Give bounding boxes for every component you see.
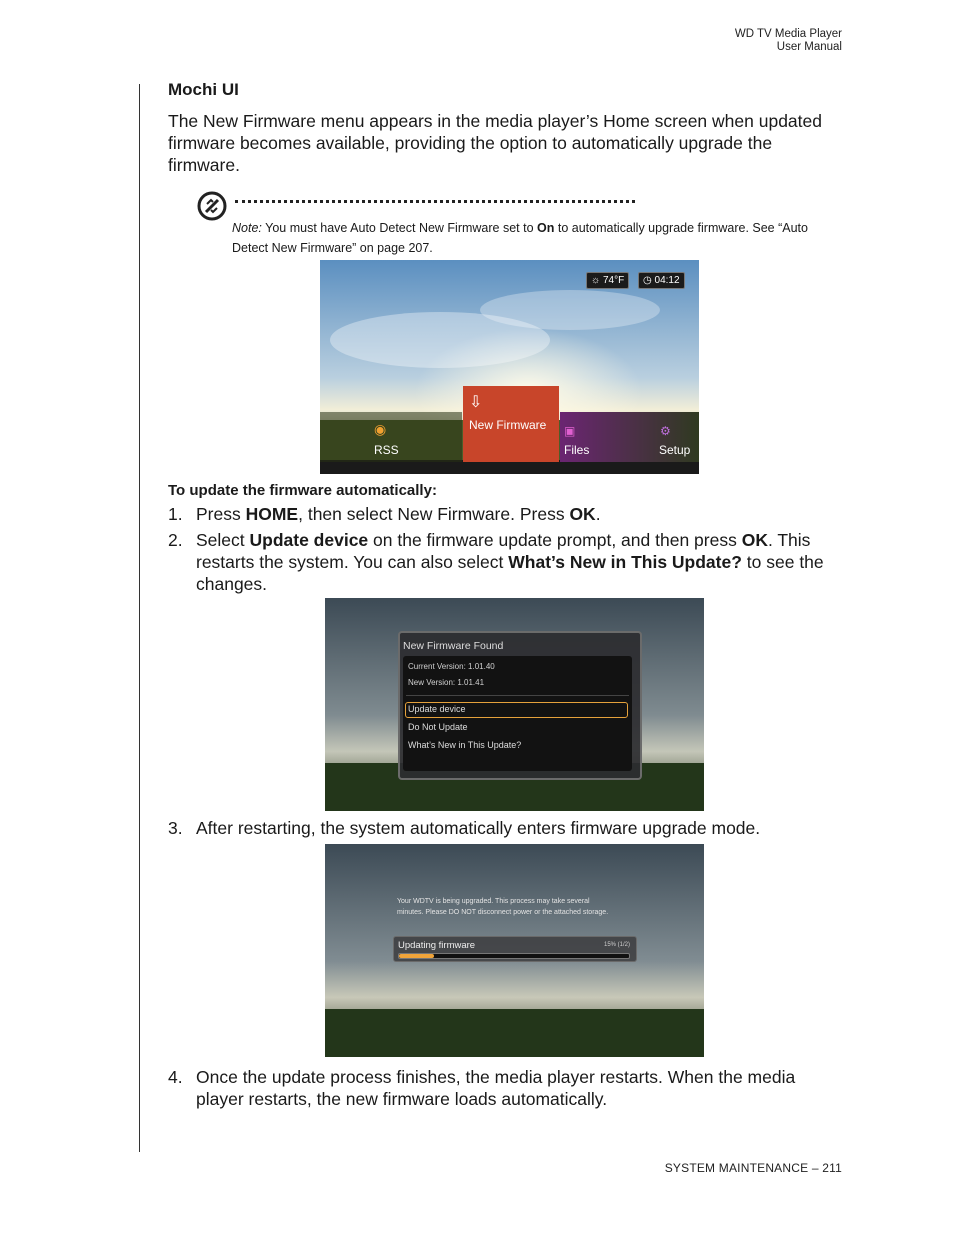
step-2 [168,529,848,595]
step-3 [168,817,848,839]
step-text-part: Select [196,530,250,550]
tile-rss-label: RSS [374,443,399,457]
time-value: 04:12 [654,275,680,286]
page-header [735,28,842,54]
dialog-content [403,656,632,771]
step-text: After restarting, the system automatically enters firmware upgrade mode. [196,818,761,838]
step-bold: OK [569,504,596,524]
section-title: Mochi UI [168,80,239,99]
step-bold: What’s New in This Update? [508,552,742,572]
upgrade-percent: 15% (1/2) [603,942,630,948]
weather-icon: ☼ [591,275,603,286]
upgrade-message: Your WDTV is being upgraded. This process may take several minutes. Please DO NOT disconnect power or the attached storage. [397,898,609,916]
time-badge [638,272,685,289]
weather-value: 74°F [602,275,625,286]
upgrade-progress-panel [393,936,637,962]
firmware-dialog [398,631,642,780]
update-device-option[interactable]: Update device [408,704,466,714]
step-text-part: on the firmware update prompt, and then press [368,530,742,550]
note-divider [235,200,635,203]
note-text-after: to automatically upgrade firmware. See “Auto Detect New Firmware” on page 207. [232,221,808,255]
step-text-part: Press [196,504,246,524]
step-text: Once the update process finishes, the media player restarts. When the media player restarts, the new firmware loads automatically. [196,1067,796,1109]
step-number: 1. [168,504,183,524]
tile-new-firmware[interactable] [463,386,559,462]
step-number: 2. [168,530,183,550]
note-bold: On [537,221,555,235]
tile-rss[interactable] [320,412,462,462]
home-screen-screenshot [320,260,699,474]
note-label: Note: [232,221,262,235]
tile-setup-label: Setup [659,443,691,457]
margin-rule [139,84,140,1152]
whats-new-option[interactable]: What’s New in This Update? [408,740,522,750]
header-doc: User Manual [776,41,842,53]
files-icon: ▣ [564,424,576,438]
rss-icon: ◉ [374,421,387,437]
step-bold: OK [741,530,768,550]
step-1 [168,503,848,525]
upgrade-screenshot [325,844,704,1057]
step-text [196,529,846,595]
procedure-title: To update the firmware automatically: [168,482,437,499]
step-text-part: . [595,504,601,524]
upgrade-progress-fill [399,954,434,958]
step-bold: Update device [249,530,369,550]
step-text-part: , then select New Firmware. Press [298,504,570,524]
page-footer: SYSTEM MAINTENANCE – 211 [664,1161,842,1175]
step-text [196,503,846,525]
tile-files-label: Files [564,443,590,457]
intro-paragraph: The New Firmware menu appears in the media player’s Home screen when updated firmware becomes available, providing the option to automatically upgrade the firmware. [168,111,822,175]
do-not-update-option[interactable]: Do Not Update [408,722,468,732]
step-4 [168,1066,848,1110]
weather-badge [586,272,629,289]
step-number: 4. [168,1067,183,1087]
step-text-part: to see the changes. [196,552,824,594]
tile-new-firmware-label: New Firmware [469,418,547,432]
dialog-title: New Firmware Found [403,640,504,652]
new-version: New Version: 1.01.41 [408,678,485,687]
header-product: WD TV Media Player [734,28,842,40]
dialog-divider [406,695,629,696]
upgrade-label: Updating firmware [398,940,476,951]
clock-icon: ◷ [643,275,655,286]
firmware-dialog-screenshot [325,598,704,811]
download-icon: ⇩ [469,394,483,411]
tile-setup[interactable] [650,412,699,462]
note-text-before: You must have Auto Detect New Firmware set to [261,221,538,235]
gear-icon: ⚙ [660,424,671,438]
current-version: Current Version: 1.01.40 [408,662,495,671]
step-number: 3. [168,818,183,838]
upgrade-progress-bar [398,953,630,959]
note-icon [197,191,227,221]
step-text-part: . This restarts the system. You can also select [196,530,811,572]
step-bold: HOME [245,504,299,524]
note-text [232,218,842,258]
